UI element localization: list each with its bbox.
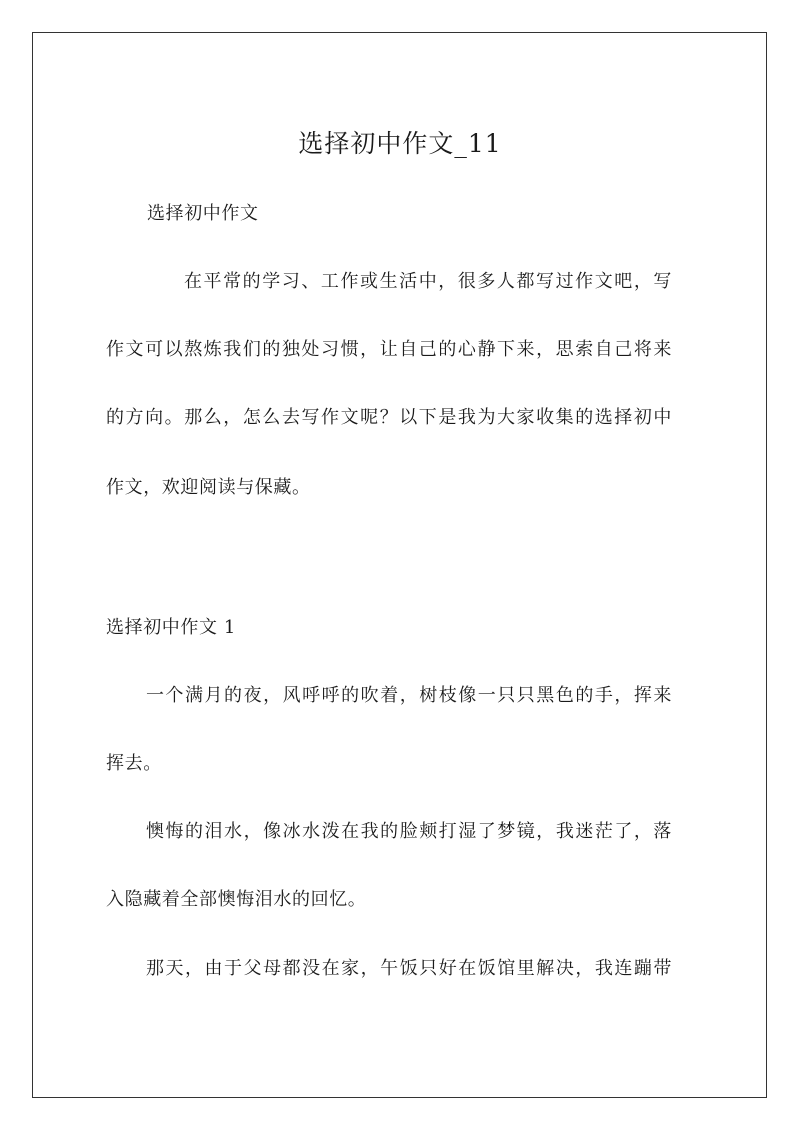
intro-line-2: 作文可以熬炼我们的独处习惯，让自己的心静下来，思索自己将来	[106, 339, 672, 360]
paragraph-3-line-1: 那天，由于父母都没在家，午饭只好在饭馆里解决，我连蹦带	[146, 958, 672, 979]
intro-line-3: 的方向。那么，怎么去写作文呢？以下是我为大家收集的选择初中	[106, 407, 672, 428]
intro-line-1: 在平常的学习、工作或生活中，很多人都写过作文吧，写	[184, 271, 672, 292]
intro-line-4: 作文，欢迎阅读与保藏。	[106, 477, 311, 498]
section-1-heading: 选择初中作文 1	[106, 617, 236, 638]
paragraph-1-line-1: 一个满月的夜，风呼呼的吹着，树枝像一只只黑色的手，挥来	[146, 685, 672, 706]
paragraph-1-line-2: 挥去。	[106, 753, 162, 774]
page-border	[32, 32, 767, 1098]
paragraph-2-line-1: 懊悔的泪水，像冰水泼在我的脸颊打湿了梦镜，我迷茫了，落	[146, 821, 672, 842]
document-title: 选择初中作文_11	[298, 129, 502, 158]
paragraph-2-line-2: 入隐藏着全部懊悔泪水的回忆。	[106, 889, 367, 910]
document-subtitle: 选择初中作文	[147, 203, 259, 224]
